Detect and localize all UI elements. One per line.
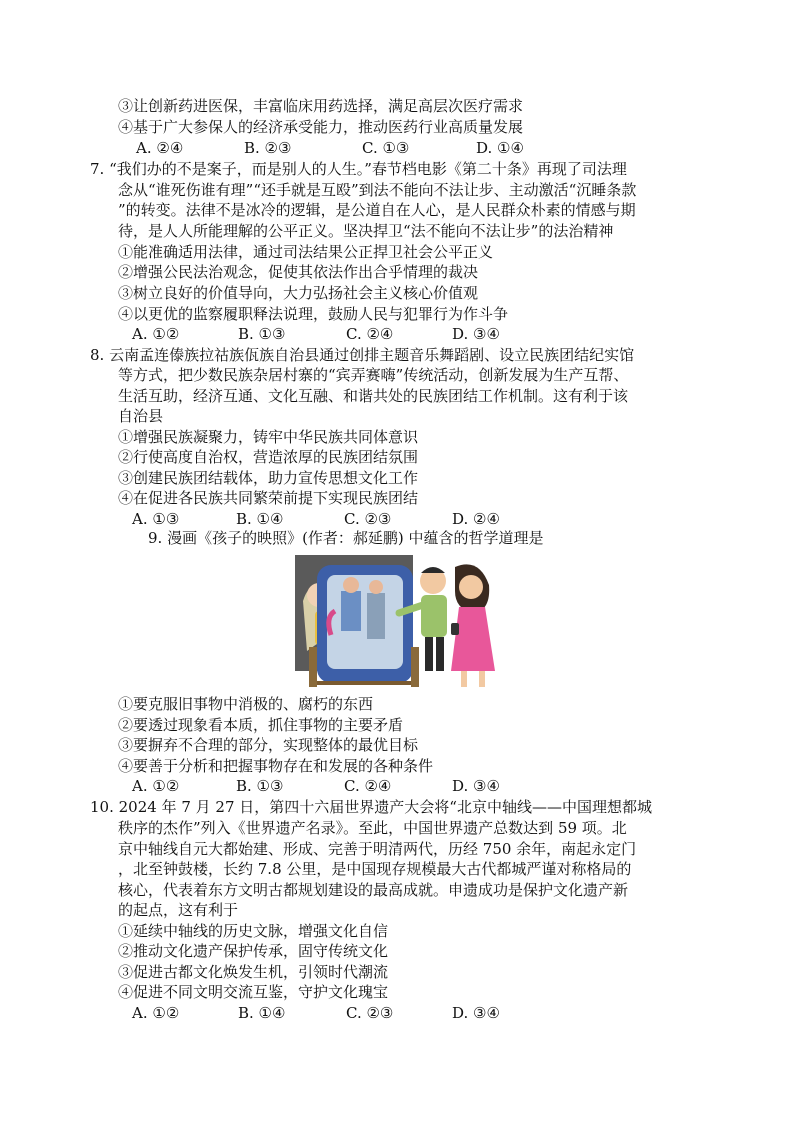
q10-statement-1: ①延续中轴线的历史文脉，增强文化自信 [118,922,389,940]
q9-option-b[interactable]: B. ①③ [236,777,284,795]
mirror-surface [327,575,403,669]
q10-option-d[interactable]: D. ③④ [452,1004,500,1022]
man-shirt [421,595,447,637]
q8-options [0,509,793,529]
q8-stem-line-2: 等方式，把少数民族杂居村寨的“宾弄赛嗨”传统活动，创新发展为生产互帮、 [118,366,629,384]
q7-option-a[interactable]: A. ①② [132,325,180,343]
q8-statement-1: ①增强民族凝聚力，铸牢中华民族共同体意识 [118,428,419,446]
q6-statement-4: ④基于广大参保人的经济承受能力，推动医药行业高质量发展 [118,118,524,136]
q9-option-d[interactable]: D. ③④ [452,777,500,795]
q6-option-c[interactable]: C. ①③ [362,139,410,157]
q10-statement-4: ④促进不同文明交流互鉴，守护文化瑰宝 [118,983,389,1001]
reflection-figure-2 [367,593,385,639]
q10-stem-line-5: 核心，代表着东方文明古都规划建设的最高成就。申遗成功是保护文化遗产新 [118,881,629,899]
q10-stem-line-6: 的起点，这有利于 [118,901,239,919]
q7-option-d[interactable]: D. ③④ [452,325,500,343]
q7-stem-line-4: 待，是人人所能理解的公平正义。坚决捍卫“法不能向不法让步”的法治精神 [118,222,614,240]
reflection-figure-1 [341,591,361,631]
q10-statement-3: ③促进古都文化焕发生机，引领时代潮流 [118,963,389,981]
q7-statement-1: ①能准确适用法律，通过司法结果公正捍卫社会公平正义 [118,243,494,261]
q7-stem-line-1: 7. “我们办的不是案子，而是别人的人生。”春节档电影《第二十条》再现了司法理 [90,160,627,178]
q10-stem-line-1: 10. 2024 年 7 月 27 日，第四十六届世界遗产大会将“北京中轴线——中国理想都城 [90,798,652,816]
q8-statement-3: ③创建民族团结载体，助力宣传思想文化工作 [118,469,419,487]
woman-head [459,575,483,599]
q10-stem-line-2: 秩序的杰作”列入《世界遗产名录》。至此，中国世界遗产总数达到 59 项。北 [118,819,627,837]
q9-options [0,776,793,796]
q9-statement-3: ③要摒弃不合理的部分，实现整体的最优目标 [118,736,419,754]
q10-option-a[interactable]: A. ①② [132,1004,180,1022]
q6-statement-3: ③让创新药进医保，丰富临床用药选择，满足高层次医疗需求 [118,97,524,115]
q8-stem-line-3: 生活互助，经济互通、文化互融、和谐共处的民族团结工作机制。这有利于该 [118,387,629,405]
q9-stem: 9. 漫画《孩子的映照》(作者：郝延鹏) 中蕴含的哲学道理是 [148,529,544,547]
woman-phone-icon [451,623,459,635]
q8-stem-line-4: 自治县 [118,407,164,425]
q8-option-d[interactable]: D. ②④ [452,510,500,528]
q8-option-b[interactable]: B. ①④ [236,510,284,528]
q8-statement-4: ④在促进各民族共同繁荣前提下实现民族团结 [118,489,419,507]
q8-statement-2: ②行使高度自治权，营造浓厚的民族团结氛围 [118,448,419,466]
q10-option-c[interactable]: C. ②③ [346,1004,394,1022]
q8-option-a[interactable]: A. ①③ [132,510,180,528]
q9-option-a[interactable]: A. ①② [132,777,180,795]
q8-stem-line-1: 8. 云南孟连傣族拉祜族佤族自治县通过创排主题音乐舞蹈剧、设立民族团结纪实馆 [90,346,635,364]
q7-option-c[interactable]: C. ②④ [346,325,394,343]
q7-stem-line-2: 念从“谁死伤谁有理”“还手就是互殴”到法不能向不法让步、主动激活“沉睡条款 [118,181,637,199]
q10-statement-2: ②推动文化遗产保护传承，固守传统文化 [118,942,389,960]
q9-statement-4: ④要善于分析和把握事物存在和发展的各种条件 [118,757,434,775]
q7-options [0,324,793,344]
q8-option-c[interactable]: C. ②③ [344,510,392,528]
cartoon-reflection-of-children [295,551,499,691]
q10-stem-line-3: 京中轴线自元大都始建、形成、完善于明清两代，历经 750 余年，南起永定门 [118,840,637,858]
q9-option-c[interactable]: C. ②④ [344,777,392,795]
q9-statement-1: ①要克服旧事物中消极的、腐朽的东西 [118,695,374,713]
q7-option-b[interactable]: B. ①③ [238,325,286,343]
q6-option-d[interactable]: D. ①④ [476,139,524,157]
q7-statement-3: ③树立良好的价值导向，大力弘扬社会主义核心价值观 [118,284,479,302]
q7-statement-2: ②增强公民法治观念，促使其依法作出合乎情理的裁决 [118,263,479,281]
q10-option-b[interactable]: B. ①④ [238,1004,286,1022]
q10-stem-line-4: ，北至钟鼓楼，长约 7.8 公里，是中国现存规模最大古代都城严谨对称格局的 [118,860,632,878]
q6-option-b[interactable]: B. ②③ [244,139,292,157]
q10-options [0,1003,793,1023]
q6-options [0,138,793,158]
q7-stem-line-3: ”的转变。法律不是冰冷的逻辑，是公道自在人心，是人民群众朴素的情感与期 [118,201,636,219]
q9-statement-2: ②要透过现象看本质，抓住事物的主要矛盾 [118,716,404,734]
q6-option-a[interactable]: A. ②④ [136,139,184,157]
q7-statement-4: ④以更优的监察履职释法说理，鼓励人民与犯罪行为作斗争 [118,305,509,323]
